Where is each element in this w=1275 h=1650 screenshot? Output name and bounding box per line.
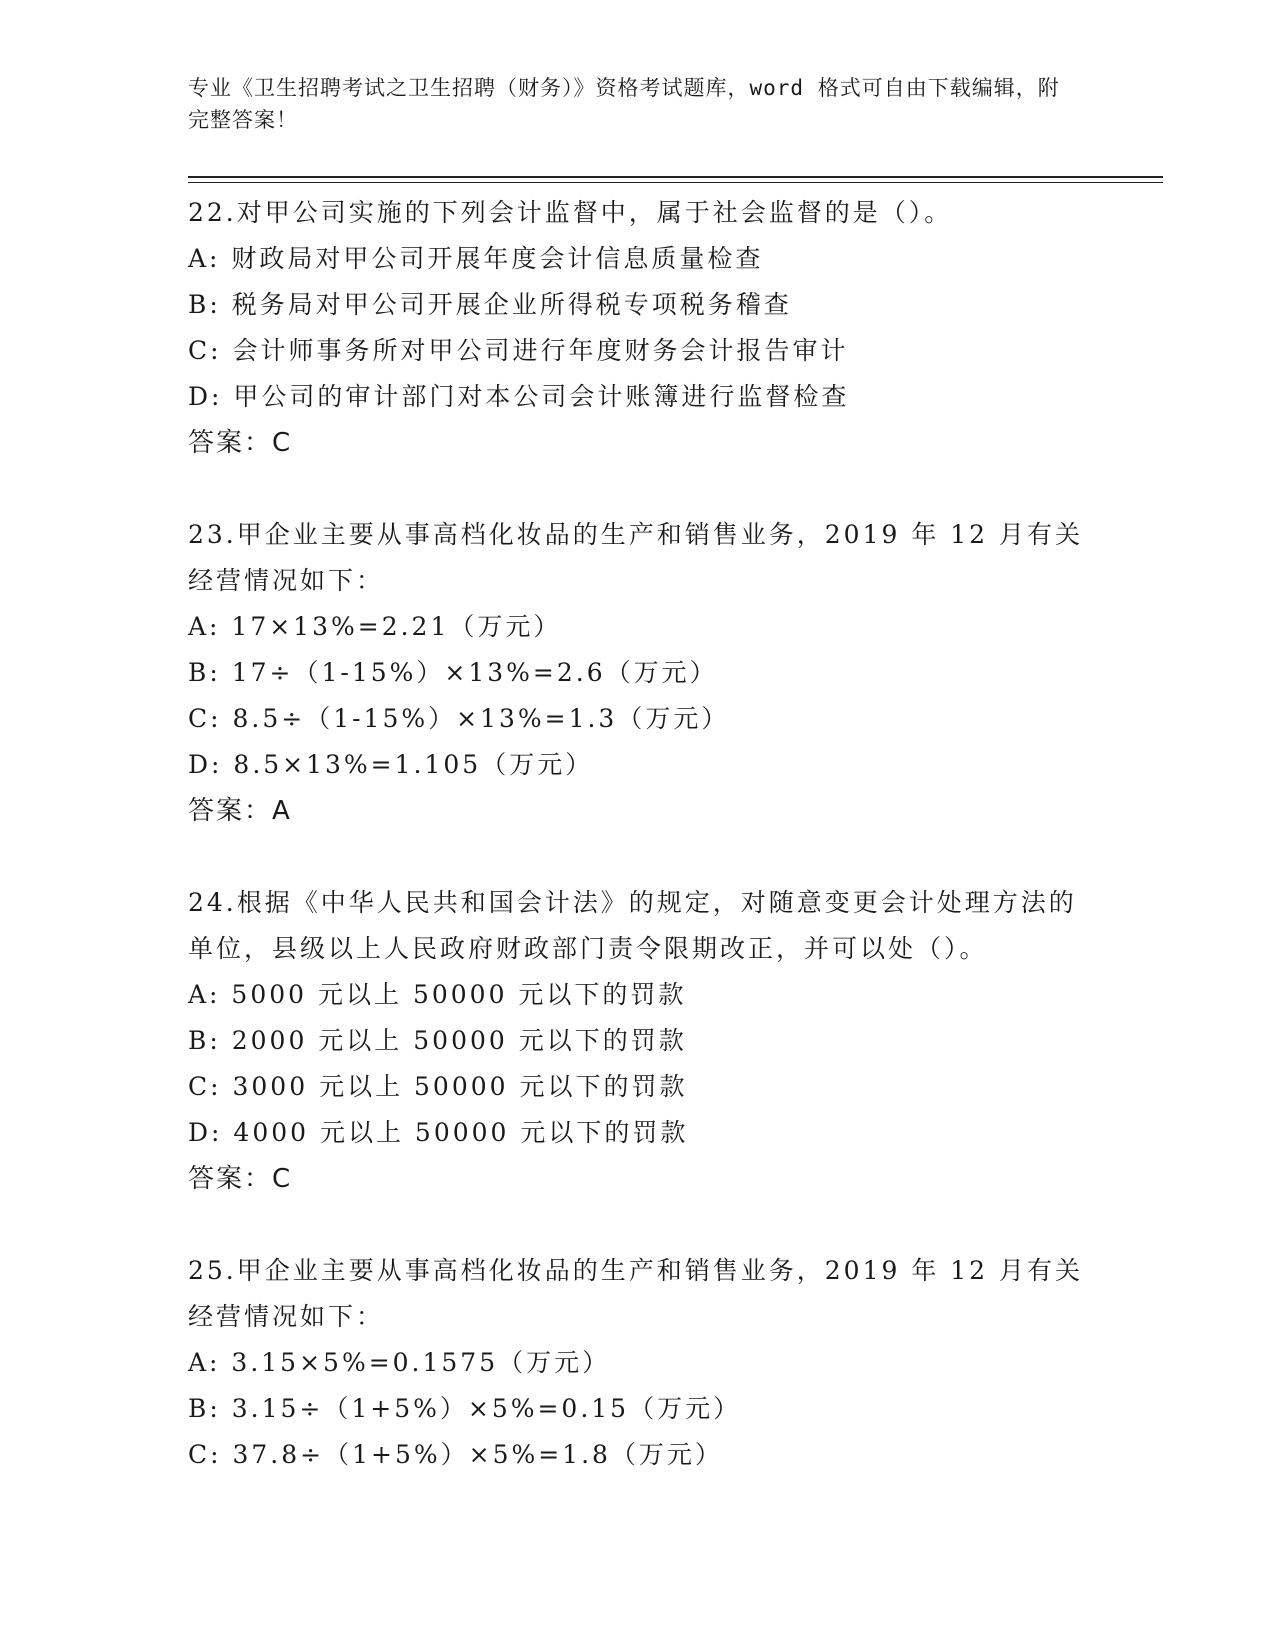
header-rule-thin xyxy=(188,182,1163,183)
answer: 答案：C xyxy=(188,1164,293,1194)
question-25 xyxy=(188,1248,1088,1478)
question-23 xyxy=(188,512,1088,834)
option-d: D: 甲公司的审计部门对本公司会计账簿进行监督检查 xyxy=(188,382,850,411)
option-a: A: 3.15×5%=0.1575（万元） xyxy=(188,1348,611,1377)
option-c: C: 会计师事务所对甲公司进行年度财务会计报告审计 xyxy=(188,336,849,365)
option-b: B: 税务局对甲公司开展企业所得税专项税务稽查 xyxy=(188,290,792,319)
question-24 xyxy=(188,880,1088,1202)
question-list xyxy=(188,190,1088,1478)
option-b: B: 3.15÷（1+5%）×5%=0.15（万元） xyxy=(188,1394,742,1423)
option-b: B: 17÷（1-15%）×13%=2.6（万元） xyxy=(188,658,718,687)
answer: 答案：C xyxy=(188,428,293,458)
option-d: D: 4000 元以上 50000 元以下的罚款 xyxy=(188,1118,689,1147)
option-a: A: 财政局对甲公司开展年度会计信息质量检查 xyxy=(188,244,764,273)
question-stem: 23.甲企业主要从事高档化妆品的生产和销售业务，2019 年 12 月有关经营情况如下： xyxy=(188,520,1084,595)
option-b: B: 2000 元以上 50000 元以下的罚款 xyxy=(188,1026,687,1055)
option-d: D: 8.5×13%=1.105（万元） xyxy=(188,750,594,779)
question-stem: 22.对甲公司实施的下列会计监督中，属于社会监督的是（）。 xyxy=(188,198,953,227)
option-a: A: 5000 元以上 50000 元以下的罚款 xyxy=(188,980,687,1009)
option-a: A: 17×13%=2.21（万元） xyxy=(188,612,562,641)
option-c: C: 3000 元以上 50000 元以下的罚款 xyxy=(188,1072,688,1101)
option-c: C: 37.8÷（1+5%）×5%=1.8（万元） xyxy=(188,1440,723,1469)
question-stem: 25.甲企业主要从事高档化妆品的生产和销售业务，2019 年 12 月有关经营情况如下： xyxy=(188,1256,1084,1331)
option-c: C: 8.5÷（1-15%）×13%=1.3（万元） xyxy=(188,704,730,733)
answer: 答案：A xyxy=(188,796,292,826)
header-rule-thick xyxy=(188,176,1163,178)
question-stem: 24.根据《中华人民共和国会计法》的规定，对随意变更会计处理方法的单位，县级以上人民政府财政部门责令限期改正，并可以处（）。 xyxy=(188,888,1077,963)
page-header: 专业《卫生招聘考试之卫生招聘（财务）》资格考试题库，word 格式可自由下载编辑，附完整答案！ xyxy=(188,76,1060,132)
question-22 xyxy=(188,190,1088,466)
